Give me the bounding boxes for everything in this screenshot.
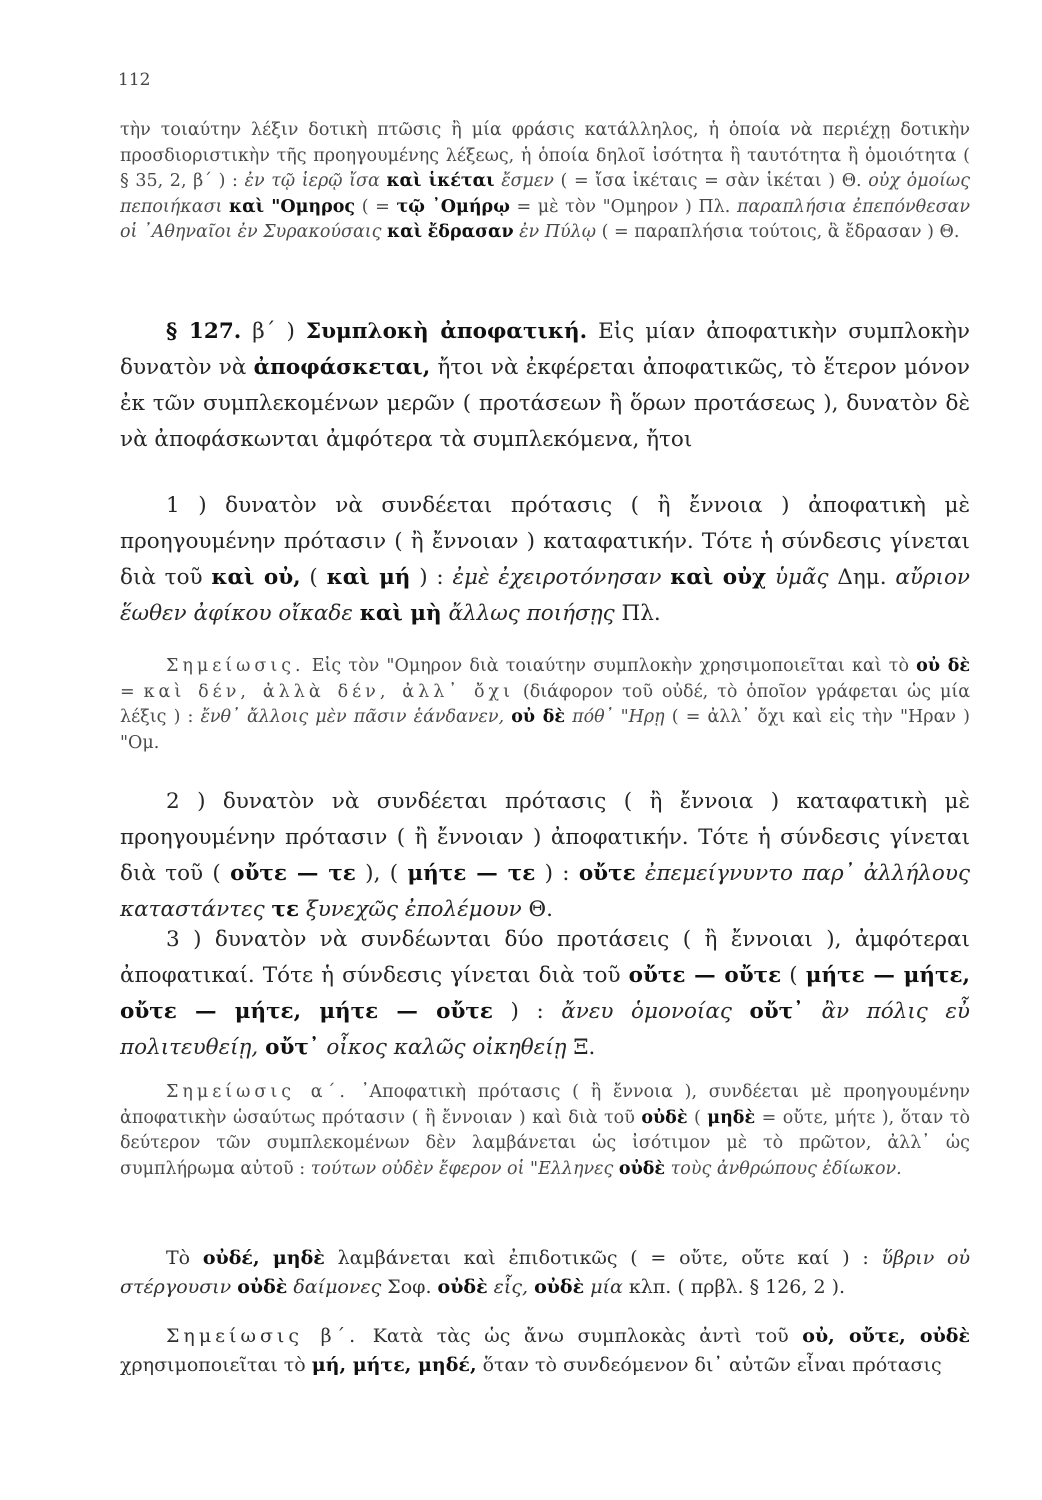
note-2: Σημείωσις α΄. ᾿Αποφατικὴ πρότασις ( ἢ ἔννοια ), συνδέεται μὲ προηγουμένην ἀποφατικὴν ὡσαύτως πρότασιν ( ἢ ἔννοιαν ) καὶ διὰ τοῦ οὐδὲ ( μηδὲ = οὔτε, μήτε ), ὅταν τὸ δεύτερον τῶν συμπλεκομένων δὲν λαμβάνεται ὡς ἰσότιμον μὲ τὸ πρῶτον, ἀλλ᾿ ὡς συμπλήρωμα αὐτοῦ : τούτων οὐδὲν ἔφερον οἱ "Ελληνες οὐδὲ τοὺς ἀνθρώπους ἐδίωκον. <box>120 1082 970 1179</box>
note-label: Σημείωσις β΄. <box>166 1325 360 1347</box>
intro-paragraph: τὴν τοιαύτην λέξιν δοτικὴ πτῶσις ἢ μία φράσις κατάλληλος, ἡ ὁποία νὰ περιέχῃ δοτικὴν προσδιοριστικὴν τῆς προηγουμένης λέξεως, ἡ ὁποία δηλοῖ ἰσότητα ἢ ταυτότητα ἢ ὁμοιότητα ( § 35, 2, β΄ ) : ἐν τῷ ἱερῷ ἴσα καὶ ἱκέται ἔσμεν ( = ἴσα ἱκέταις = σὰν ἱκέται ) Θ. οὐχ ὁμοίως πεποιήκασι καὶ "Ομηρος ( = τῷ ᾿Ομήρῳ = μὲ τὸν "Ομηρον ) Πλ. παραπλήσια ἐπεπόνθεσαν οἱ ᾿Αθηναῖοι ἐν Συρακούσαις καὶ ἔδρασαν ἐν Πύλῳ ( = παραπλήσια τούτοις, ἃ ἔδρασαν ) Θ. <box>120 120 971 242</box>
item-2: 2 ) δυνατὸν νὰ συνδέεται πρότασις ( ἢ ἔννοια ) καταφατικὴ μὲ προηγουμένην πρότασιν ( ἢ ἔννοιαν ) ἀποφατικήν. Τότε ἡ σύνδεσις γίνεται διὰ τοῦ ( οὔτε — τε ), ( μήτε — τε ) : οὔτε ἐπεμείγνυντο παρ᾿ ἀλλήλους καταστάντες τε ξυνεχῶς ἐπολέμουν Θ. <box>120 789 970 922</box>
item-1: 1 ) δυνατὸν νὰ συνδέεται πρότασις ( ἢ ἔννοια ) ἀποφατικὴ μὲ προηγουμένην πρότασιν ( ἢ ἔννοιαν ) καταφατικήν. Τότε ἡ σύνδεσις γίνεται διὰ τοῦ καὶ οὐ, ( καὶ μή ) : ἐμὲ ἐχειροτόνησαν καὶ οὐχ ὑμᾶς Δημ. αὔριον ἕωθεν ἀφίκου οἴκαδε καὶ μὴ ἄλλως ποιήσῃς Πλ. <box>120 493 971 626</box>
oude-paragraph: Τὸ οὐδέ, μηδὲ λαμβάνεται καὶ ἐπιδοτικῶς ( = οὔτε, οὔτε καί ) : ὕβριν οὐ στέργουσιν οὐδὲ δαίμονες Σοφ. οὐδὲ εἷς, οὐδὲ μία κλπ. ( πρβλ. § 126, 2 ). <box>120 1247 970 1298</box>
section-127: § 127. β΄ ) Συμπλοκὴ ἀποφατική. Εἰς μίαν ἀποφατικὴν συμπλοκὴν δυνατὸν νὰ ἀποφάσκεται, ἤτοι νὰ ἐκφέρεται ἀποφατικῶς, τὸ ἕτερον μόνον ἐκ τῶν συμπλεκομένων μερῶν ( προτάσεων ἢ ὅρων προτάσεως ), δυνατὸν δὲ νὰ ἀποφάσκωνται ἀμφότερα τὰ συμπλεκόμενα, ἤτοι <box>120 319 971 452</box>
section-number: § 127. <box>166 319 242 344</box>
note-label: Σημείωσις α΄. <box>166 1082 349 1102</box>
note-1: Σημείωσις. Εἰς τὸν "Ομηρον διὰ τοιαύτην συμπλοκὴν χρησιμοποιεῖται καὶ τὸ οὐ δὲ = καὶ δέν, ἀλλὰ δέν, ἀλλ᾿ ὄχι (διάφορον τοῦ οὐδέ, τὸ ὁποῖον γράφεται ὡς μία λέξις ) : ἔνθ᾿ ἄλλοις μὲν πᾶσιν ἑάνδανεν, οὐ δὲ πόθ᾿ "Ηρῃ ( = ἀλλ᾿ ὄχι καὶ εἰς τὴν "Ηραν ) "Ομ. <box>120 656 971 753</box>
page-number: 112 <box>118 70 151 90</box>
item-3: 3 ) δυνατὸν νὰ συνδέωνται δύο προτάσεις ( ἢ ἔννοιαι ), ἀμφότεραι ἀποφατικαί. Τότε ἡ σύνδεσις γίνεται διὰ τοῦ οὔτε — οὔτε ( μήτε — μήτε, οὔτε — μήτε, μήτε — οὔτε ) : ἄνευ ὁμονοίας οὔτ᾿ ἂν πόλις εὖ πολιτευθείῃ, οὔτ᾿ οἶκος καλῶς οἰκηθείῃ Ξ. <box>120 927 971 1060</box>
section-title: Συμπλοκὴ ἀποφατική. <box>305 319 588 344</box>
note-label: Σημείωσις. <box>166 656 305 676</box>
note-3: Σημείωσις β΄. Κατὰ τὰς ὡς ἄνω συμπλοκὰς ἀντὶ τοῦ οὐ, οὔτε, οὐδὲ χρησιμοποιεῖται τὸ μή, μήτε, μηδέ, ὅταν τὸ συνδεόμενον δι᾿ αὐτῶν εἶναι πρότασις <box>120 1325 970 1376</box>
